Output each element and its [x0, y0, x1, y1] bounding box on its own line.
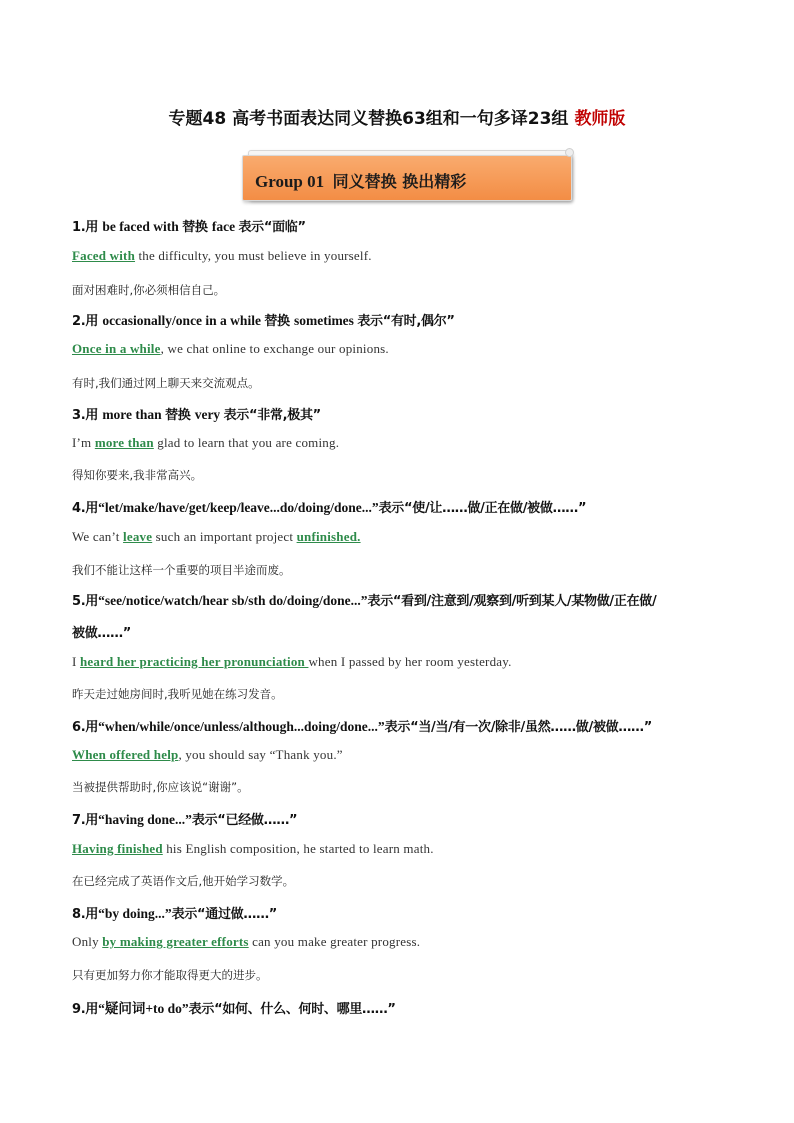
heading-part: more than	[102, 407, 166, 422]
chinese-translation: 面对困难时,你必须相信自己。	[72, 283, 226, 297]
heading-part: 4.用	[72, 501, 99, 516]
heading-part: 8.用	[72, 907, 99, 922]
chinese-translation: 昨天走过她房间时,我听见她在练习发音。	[72, 687, 283, 701]
heading-part: 表示“当/当/有一次/除非/虽然……做/被做……”	[384, 720, 653, 735]
chinese-translation: 只有更加努力你才能取得更大的进步。	[72, 968, 268, 982]
chinese-translation: 得知你要来,我非常高兴。	[72, 468, 203, 482]
item-heading	[72, 497, 586, 516]
heading-part: 7.用	[72, 813, 99, 828]
heading-part: 9.用	[72, 1002, 99, 1017]
heading-part: 表示“如何、什么、何时、哪里……”	[188, 1002, 396, 1017]
heading-part: 表示“使/让……做/正在做/被做……”	[378, 501, 587, 516]
item-heading	[72, 903, 277, 922]
example-sentence	[72, 934, 420, 950]
banner-group: Group 01	[255, 172, 325, 191]
sentence-text: the difficulty, you must believe in yourself.	[135, 248, 372, 263]
highlighted-phrase: more than	[94, 435, 154, 450]
item-heading-cont: 被做……”	[72, 626, 132, 641]
chinese-translation: 我们不能让这样一个重要的项目半途而废。	[72, 563, 291, 577]
heading-part: sometimes	[293, 313, 358, 328]
example-sentence	[72, 654, 512, 670]
sentence-text: his English composition, he started to learn math.	[162, 841, 434, 856]
item-heading	[72, 590, 656, 609]
item-heading	[72, 310, 455, 329]
item-heading	[72, 404, 321, 423]
sentence-text: when I passed by her room yesterday.	[308, 654, 512, 669]
heading-part: very	[194, 407, 224, 422]
heading-part: face	[211, 219, 239, 234]
sentence-text: I	[72, 654, 80, 669]
heading-part: be faced with	[102, 219, 183, 234]
heading-part: 替换	[182, 220, 212, 235]
chinese-translation: 在已经完成了英语作文后,他开始学习数学。	[72, 874, 295, 888]
example-sentence	[72, 841, 434, 857]
heading-part: “when/while/once/unless/although...doing/done...”	[98, 719, 385, 734]
heading-part: 替换	[165, 408, 195, 423]
heading-part: 表示“有时,偶尔”	[357, 314, 455, 329]
sentence-text: Only	[72, 934, 103, 949]
heading-part: 2.用	[72, 314, 103, 329]
title-main: 专题48 高考书面表达同义替换63组和一句多译23组	[168, 109, 569, 129]
item-heading	[72, 809, 297, 828]
section-banner	[242, 150, 574, 202]
highlighted-phrase: Once in a while	[72, 341, 161, 356]
sentence-text: I’m	[72, 435, 95, 450]
sentence-text: We can’t	[72, 529, 124, 544]
banner-pin-icon	[565, 148, 574, 157]
sentence-text: , we chat online to exchange our opinions.	[160, 341, 389, 356]
example-sentence	[72, 435, 339, 451]
sentence-text: glad to learn that you are coming.	[153, 435, 340, 450]
heading-part: 1.用	[72, 220, 103, 235]
highlighted-phrase: leave	[123, 529, 153, 544]
banner-subtitle: 同义替换 换出精彩	[332, 172, 467, 191]
example-sentence	[72, 747, 343, 763]
sentence-text: such an important project	[152, 529, 297, 544]
banner-card	[242, 155, 572, 201]
sentence-text: can you make greater progress.	[248, 934, 421, 949]
sentence-text: , you should say “Thank you.”	[178, 747, 343, 762]
example-sentence	[72, 248, 372, 264]
heading-part: “see/notice/watch/hear sb/sth do/doing/done...”	[98, 593, 368, 608]
heading-part: 表示“面临”	[238, 220, 306, 235]
example-sentence	[72, 529, 361, 545]
highlighted-phrase: When offered help	[72, 747, 179, 762]
highlighted-phrase: by making greater efforts	[102, 934, 249, 949]
highlighted-phrase: Having finished	[72, 841, 163, 856]
heading-part: “疑问词+to do”	[98, 1001, 189, 1016]
heading-part: 表示“非常,极其”	[223, 408, 321, 423]
heading-part: 3.用	[72, 408, 103, 423]
item-heading	[72, 997, 396, 1017]
item-heading	[72, 716, 652, 735]
heading-part: “by doing...”	[98, 906, 172, 921]
highlighted-phrase: Faced with	[72, 248, 136, 263]
highlighted-phrase: unfinished.	[296, 529, 361, 544]
page-title	[0, 104, 794, 129]
title-version: 教师版	[574, 109, 626, 129]
heading-part: 替换	[264, 314, 294, 329]
chinese-translation: 有时,我们通过网上聊天来交流观点。	[72, 376, 260, 390]
item-heading	[72, 216, 306, 235]
heading-part: 表示“看到/注意到/观察到/听到某人/某物做/正在做/	[367, 594, 657, 609]
heading-part: 5.用	[72, 594, 99, 609]
heading-part: 表示“已经做……”	[191, 813, 298, 828]
heading-part: “having done...”	[98, 812, 192, 827]
heading-part: 6.用	[72, 720, 99, 735]
example-sentence	[72, 341, 389, 357]
highlighted-phrase: heard her practicing her pronunciation	[79, 654, 309, 669]
heading-part: occasionally/once in a while	[102, 313, 265, 328]
heading-part: 表示“通过做……”	[171, 907, 278, 922]
chinese-translation: 当被提供帮助时,你应该说“谢谢”。	[72, 780, 249, 794]
heading-part: “let/make/have/get/keep/leave...do/doing/done...”	[98, 500, 379, 515]
